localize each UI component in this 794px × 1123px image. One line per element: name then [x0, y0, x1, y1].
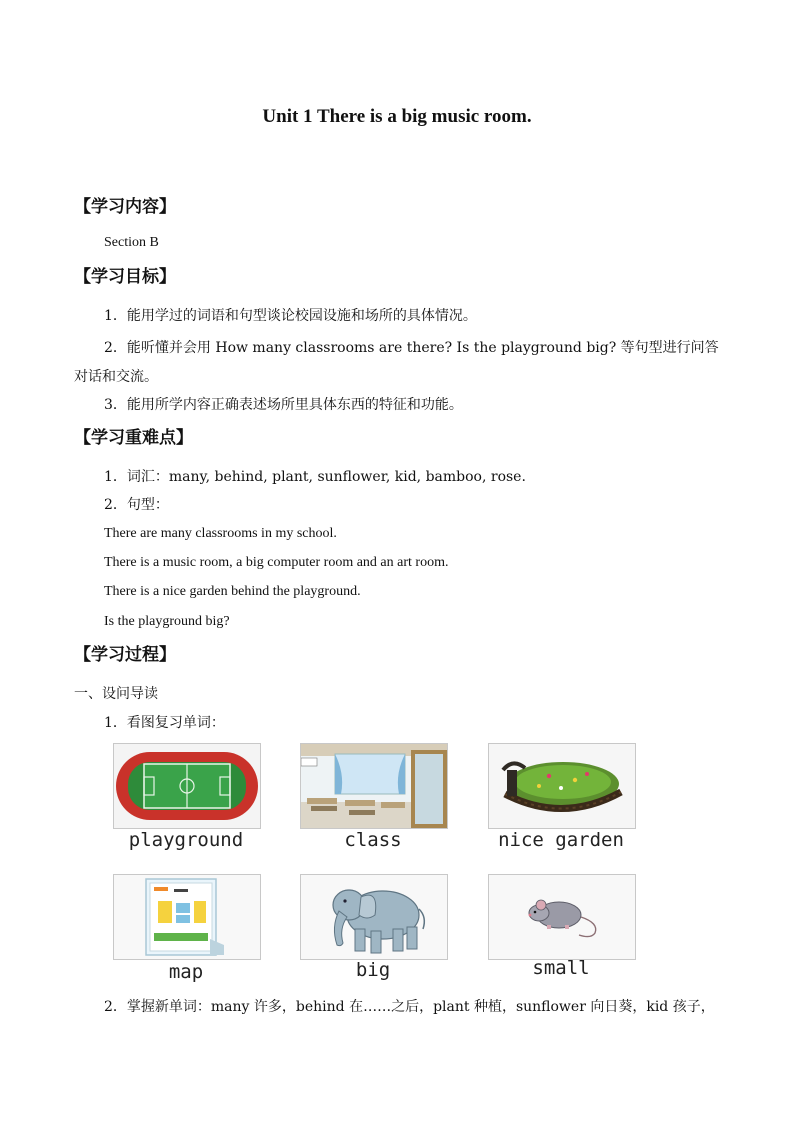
- document-title: Unit 1 There is a big music room.: [262, 106, 532, 127]
- sentence-line: There is a nice garden behind the playground.: [104, 584, 361, 599]
- vocab-line: 1．词汇：many, behind, plant, sunflower, kid, bamboo, rose.: [104, 469, 526, 485]
- heading-learning-goals: 【学习目标】: [74, 267, 176, 287]
- heading-key-points: 【学习重难点】: [74, 428, 193, 448]
- picture-caption: nice garden: [498, 829, 624, 851]
- step-one-label: 1．看图复习单词：: [104, 715, 225, 731]
- classroom-icon: [300, 743, 448, 829]
- sentence-line: There is a music room, a big computer room and an art room.: [104, 555, 449, 570]
- part-one-label: 一、设问导读: [74, 686, 158, 702]
- picture-caption: big: [355, 959, 391, 981]
- picture-caption: playground: [128, 829, 244, 851]
- sentence-line: Is the playground big?: [104, 614, 230, 629]
- goal-item: 1．能用学过的词语和句型谈论校园设施和场所的具体情况。: [104, 308, 477, 324]
- heading-learning-content: 【学习内容】: [74, 197, 176, 217]
- heading-learning-process: 【学习过程】: [74, 645, 176, 665]
- garden-icon: [488, 743, 636, 829]
- picture-caption: class: [344, 829, 402, 851]
- sentence-line: There are many classrooms in my school.: [104, 526, 337, 541]
- picture-caption: small: [532, 957, 590, 979]
- elephant-icon: [300, 874, 448, 960]
- step-two-label: 2．掌握新单词：many 许多，behind 在……之后，plant 种植，sunflower 向日葵，kid 孩子，: [104, 999, 715, 1015]
- mouse-icon: [488, 874, 636, 960]
- picture-caption: map: [168, 961, 204, 983]
- section-label: Section B: [104, 235, 159, 250]
- goal-item: 3．能用所学内容正确表述场所里具体东西的特征和功能。: [104, 397, 463, 413]
- map-icon: [113, 874, 261, 960]
- patterns-label: 2．句型：: [104, 497, 169, 513]
- playground-icon: [113, 743, 261, 829]
- goal-item: 2．能听懂并会用 How many classrooms are there? Is the playground big? 等句型进行问答对话和交流。: [74, 340, 719, 385]
